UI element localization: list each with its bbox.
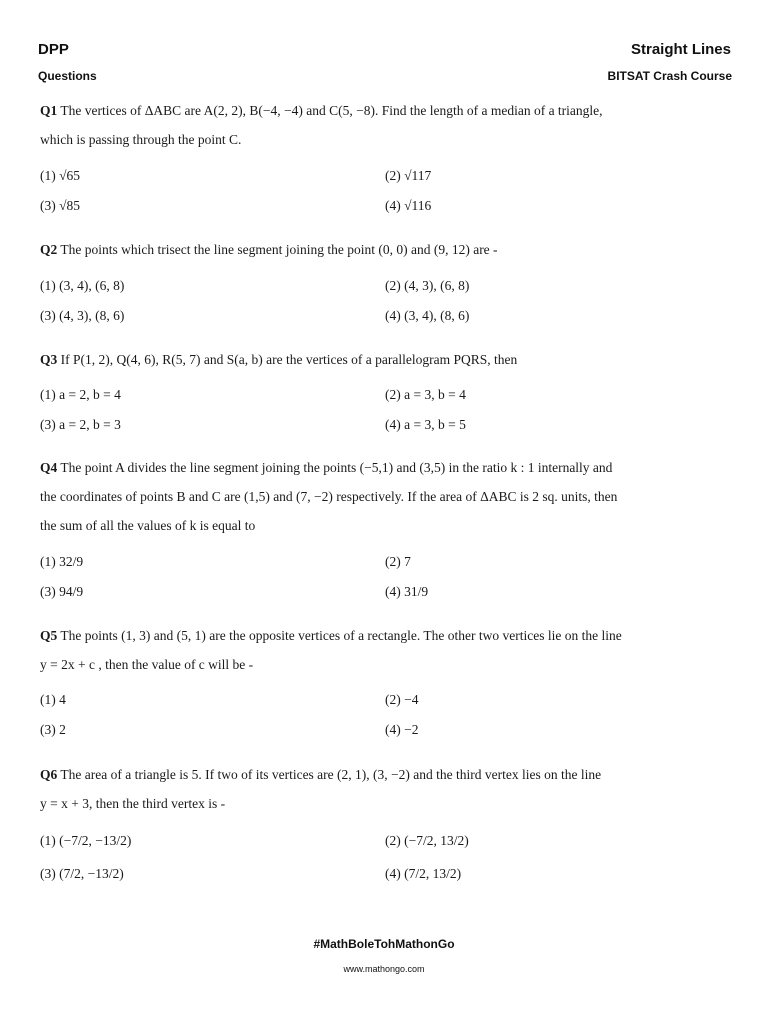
option: (2) a = 3, b = 4 xyxy=(385,387,466,402)
header-left-title: DPP xyxy=(38,41,69,58)
question-number: Q5 xyxy=(40,628,58,643)
option: (1) (3, 4), (6, 8) xyxy=(40,278,125,293)
question-text: The area of a triangle is 5. If two of its vertices are (2, 1), (3, −2) and the third vertex lies on the line xyxy=(60,767,602,782)
question-5 xyxy=(40,621,730,679)
option: (4) −2 xyxy=(385,722,419,737)
question-3 xyxy=(40,345,730,374)
option: (1) a = 2, b = 4 xyxy=(40,387,121,402)
option: (4) a = 3, b = 5 xyxy=(385,417,466,432)
question-text: The point A divides the line segment joining the points (−5,1) and (3,5) in the ratio k : 1 internally and xyxy=(60,460,613,475)
option: (3) 94/9 xyxy=(40,584,84,599)
option: (3) 2 xyxy=(40,722,66,737)
question-number: Q2 xyxy=(40,242,58,257)
option: (2) −4 xyxy=(385,692,419,707)
option: (4) 31/9 xyxy=(385,584,429,599)
option: (1) 32/9 xyxy=(40,554,84,569)
question-text: The points (1, 3) and (5, 1) are the opposite vertices of a rectangle. The other two vertices lie on the line xyxy=(60,628,622,643)
question-6 xyxy=(40,760,730,818)
question-text: y = 2x + c , then the value of c will be - xyxy=(40,657,254,672)
question-text: which is passing through the point C. xyxy=(40,132,242,147)
option: (2) √117 xyxy=(385,168,432,183)
footer-url[interactable]: www.mathongo.com xyxy=(343,964,425,974)
option: (4) √116 xyxy=(385,198,432,213)
question-number: Q3 xyxy=(40,352,58,367)
option: (3) (7/2, −13/2) xyxy=(40,866,124,881)
question-text: the coordinates of points B and C are (1,5) and (7, −2) respectively. If the area of ΔABC is 2 sq. units, then xyxy=(40,489,618,504)
question-number: Q4 xyxy=(40,460,58,475)
option: (2) (−7/2, 13/2) xyxy=(385,833,469,848)
question-number: Q6 xyxy=(40,767,58,782)
option: (3) √85 xyxy=(40,198,81,213)
header-left-subtitle: Questions xyxy=(38,69,97,83)
question-text: The vertices of ΔABC are A(2, 2), B(−4, −4) and C(5, −8). Find the length of a median of a triangle, xyxy=(60,103,603,118)
question-1 xyxy=(40,96,730,154)
question-4 xyxy=(40,453,730,540)
question-text: The points which trisect the line segment joining the point (0, 0) and (9, 12) are - xyxy=(60,242,498,257)
option: (1) (−7/2, −13/2) xyxy=(40,833,132,848)
question-text: y = x + 3, then the third vertex is - xyxy=(40,796,226,811)
footer-hashtag: #MathBoleTohMathonGo xyxy=(313,937,455,951)
option: (1) 4 xyxy=(40,692,66,707)
option: (2) 7 xyxy=(385,554,411,569)
header-right-subtitle: BITSAT Crash Course xyxy=(607,69,732,83)
option: (1) √65 xyxy=(40,168,81,183)
question-number: Q1 xyxy=(40,103,58,118)
option: (2) (4, 3), (6, 8) xyxy=(385,278,470,293)
question-text: the sum of all the values of k is equal to xyxy=(40,518,256,533)
option: (3) (4, 3), (8, 6) xyxy=(40,308,125,323)
question-text: If P(1, 2), Q(4, 6), R(5, 7) and S(a, b) are the vertices of a parallelogram PQRS, then xyxy=(60,352,518,367)
option: (4) (3, 4), (8, 6) xyxy=(385,308,470,323)
header-right-title: Straight Lines xyxy=(630,41,731,58)
option: (4) (7/2, 13/2) xyxy=(385,866,462,881)
option: (3) a = 2, b = 3 xyxy=(40,417,121,432)
question-2 xyxy=(40,235,730,264)
